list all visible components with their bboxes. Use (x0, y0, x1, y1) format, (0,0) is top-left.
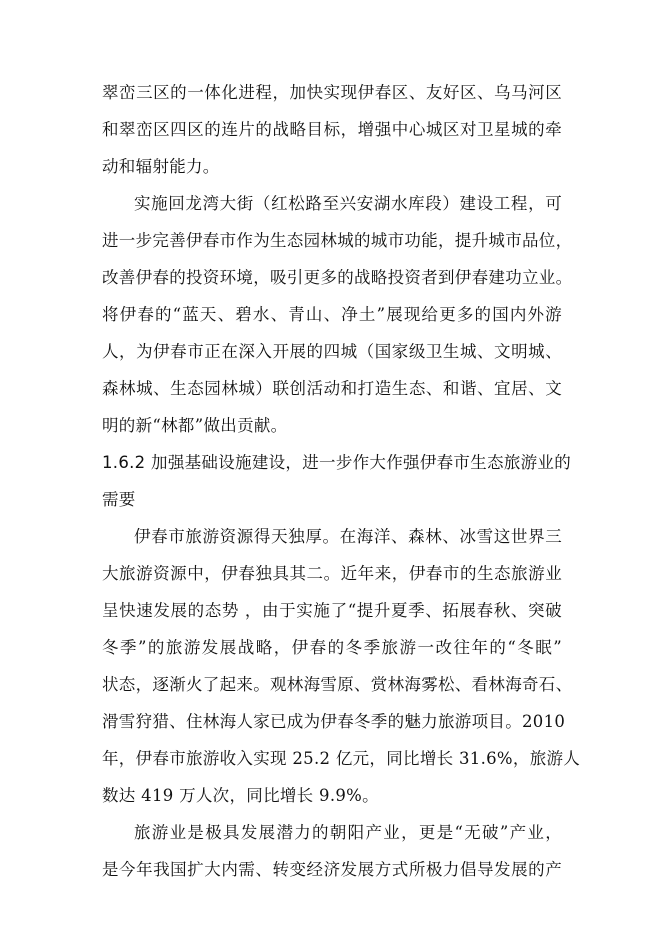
paragraph-2-line-6: 森林城、生态园林城）联创活动和打造生态、和谐、宜居、文 (102, 379, 562, 398)
paragraph-3-line-6: 滑雪狩猎、住林海人家已成为伊春冬季的魅力旅游项目。2010 (102, 712, 566, 731)
paragraph-2-line-4: 将伊春的“蓝天、碧水、青山、净土”展现给更多的国内外游 (102, 305, 562, 324)
paragraph-2-line-7: 明的新“林都”做出贡献。 (102, 416, 288, 435)
paragraph-3-line-3: 呈快速发展的态势 ，由于实施了“提升夏季、拓展春秋、突破 (102, 601, 562, 620)
paragraph-1-line-1: 翠峦三区的一体化进程，加快实现伊春区、友好区、乌马河区 (102, 83, 562, 102)
paragraph-2-line-3: 改善伊春的投资环境，吸引更多的战略投资者到伊春建功立业。 (102, 268, 573, 287)
paragraph-2-line-1: 实施回龙湾大街（红松路至兴安湖水库段）建设工程，可 (134, 194, 562, 213)
paragraph-2-line-5: 人，为伊春市正在深入开展的四城（国家级卫生城、文明城、 (102, 342, 562, 361)
paragraph-3-line-7: 年，伊春市旅游收入实现 25.2 亿元，同比增长 31.6%，旅游人 (102, 749, 581, 768)
paragraph-3-line-1: 伊春市旅游资源得天独厚。在海洋、森林、冰雪这世界三 (134, 527, 562, 546)
paragraph-3-line-4: 冬季”的旅游发展战略，伊春的冬季旅游一改往年的“冬眠” (102, 638, 562, 657)
section-heading-line-2: 需要 (102, 490, 136, 509)
paragraph-4-line-2: 是今年我国扩大内需、转变经济发展方式所极力倡导发展的产 (102, 860, 562, 879)
paragraph-3-line-5: 状态，逐渐火了起来。观林海雪原、赏林海雾松、看林海奇石、 (102, 675, 573, 694)
paragraph-4-line-1: 旅游业是极具发展潜力的朝阳产业，更是“无破”产业， (134, 823, 562, 842)
paragraph-2-line-2: 进一步完善伊春市作为生态园林城的城市功能，提升城市品位， (102, 231, 573, 250)
paragraph-1-line-3: 动和辐射能力。 (102, 157, 220, 176)
paragraph-1-line-2: 和翠峦区四区的连片的战略目标，增强中心城区对卫星城的牵 (102, 120, 562, 139)
paragraph-3-line-8: 数达 419 万人次，同比增长 9.9%。 (102, 786, 379, 805)
section-heading-line-1: 1.6.2 加强基础设施建设，进一步作大作强伊春市生态旅游业的 (102, 453, 572, 472)
paragraph-3-line-2: 大旅游资源中，伊春独具其二。近年来，伊春市的生态旅游业 (102, 564, 562, 583)
